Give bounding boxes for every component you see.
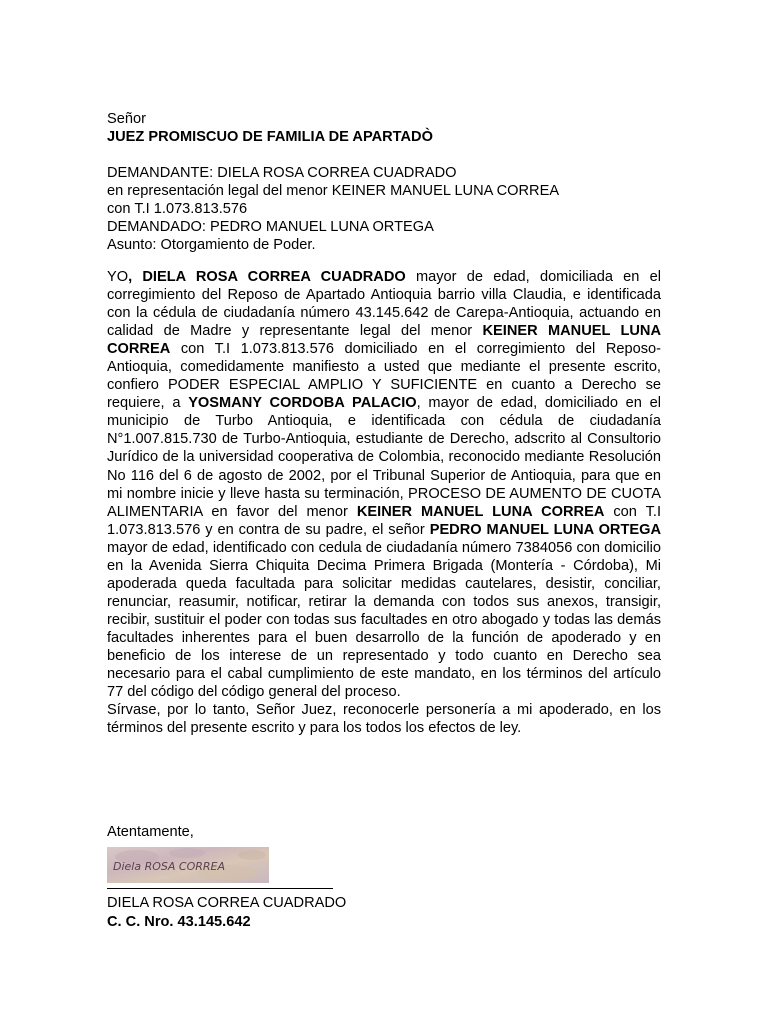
minor-name: KEINER MANUEL LUNA CORREA [356, 503, 605, 520]
ti-line: con T.I 1.073.813.576 [107, 201, 248, 217]
signer-id: C. C. Nro. 43.145.642 [107, 914, 251, 930]
handwritten-signature [107, 847, 269, 883]
minor-name: KEINER MANUEL LUNA CORREA [107, 323, 661, 358]
body-text-segment: mayor de edad, domiciliada en el corregimiento del Reposo de Apartado Antioquia barrio villa Claudia, e identificada con la cédula de ciudadanía número 43.145.642 de Carepa-Antioquia, actuando en calidad de Madre y representante legal del menor [107, 269, 661, 340]
body-text-segment: mayor de edad, identificado con cedula de ciudadanía número 7384056 con domicilio en la Avenida Sierra Chiquita Decima Primera Brigada (Montería - Córdoba), Mi apoderada queda facultada para solicitar medidas cautelares, desistir, conciliar, renunciar, reasumir, notificar, retirar la demanda con todos sus anexos, transigir, recibir, sustituir el poder con todas sus facultades en otro abogado y todas las demás facultades inherentes para el buen desarrollo de la función de apoderado y en beneficio de los interese de un representado y todo cuanto en Derecho sea necesario para el cabal cumplimiento de este mandato, en los términos del artículo 77 del código del código general del proceso. [107, 539, 661, 701]
svg-text:Diela ROSA CORREA: Diela ROSA CORREA [113, 860, 225, 873]
closing-atentamente: Atentamente, [107, 824, 194, 840]
signature-line [107, 888, 333, 889]
salutation: Señor [107, 111, 146, 127]
defendant-name: PEDRO MANUEL LUNA ORTEGA [429, 521, 661, 538]
demandante-line: DEMANDANTE: DIELA ROSA CORREA CUADRADO [107, 165, 457, 181]
body-text-segment: con T.I 1.073.813.576 y en contra de su padre, el señor [107, 503, 661, 538]
body-text-segment: , mayor de edad, domiciliado en el municipio de Turbo Antioquia, e identificada con cédula de ciudadanía N°1.007.815.730 de Turbo-Antioquia, estudiante de Derecho, adscrito al Consultorio Jurídico de la universidad cooperativa de Colombia, reconocido mediante Resolución No 116 del 6 de agosto de 2002, por el Tribunal Superior de Antioquia, para que en mi nombre inicie y lleve hasta su terminación, PROCESO DE AUMENTO DE CUOTA ALIMENTARIA en favor del menor [107, 395, 661, 520]
body-paragraph-2: Sírvase, por lo tanto, Señor Juez, reconocerle personería a mi apoderado, en los términos del presente escrito y para los todos los efectos de ley. [107, 702, 661, 737]
body-text-segment: con T.I 1.073.813.576 domiciliado en el corregimiento del Reposo-Antioquia, comedidamente manifiesto a usted que mediante el presente escrito, confiero PODER ESPECIAL AMPLIO Y SUFICIENTE en cuanto a Derecho se requiere, a [107, 341, 661, 412]
demandado-line: DEMANDADO: PEDRO MANUEL LUNA ORTEGA [107, 219, 434, 235]
body-paragraph-1 [107, 268, 661, 701]
asunto-line: Asunto: Otorgamiento de Poder. [107, 237, 316, 253]
signer-name: DIELA ROSA CORREA CUADRADO [107, 895, 347, 911]
body-text-segment: YO [107, 269, 129, 285]
attorney-name: YOSMANY CORDOBA PALACIO [188, 395, 417, 412]
representation-line: en representación legal del menor KEINER MANUEL LUNA CORREA [107, 183, 560, 199]
body-text [107, 268, 661, 737]
grantor-name: , DIELA ROSA CORREA CUADRADO [128, 269, 406, 285]
recipient-heading: JUEZ PROMISCUO DE FAMILIA DE APARTADÒ [107, 129, 433, 145]
